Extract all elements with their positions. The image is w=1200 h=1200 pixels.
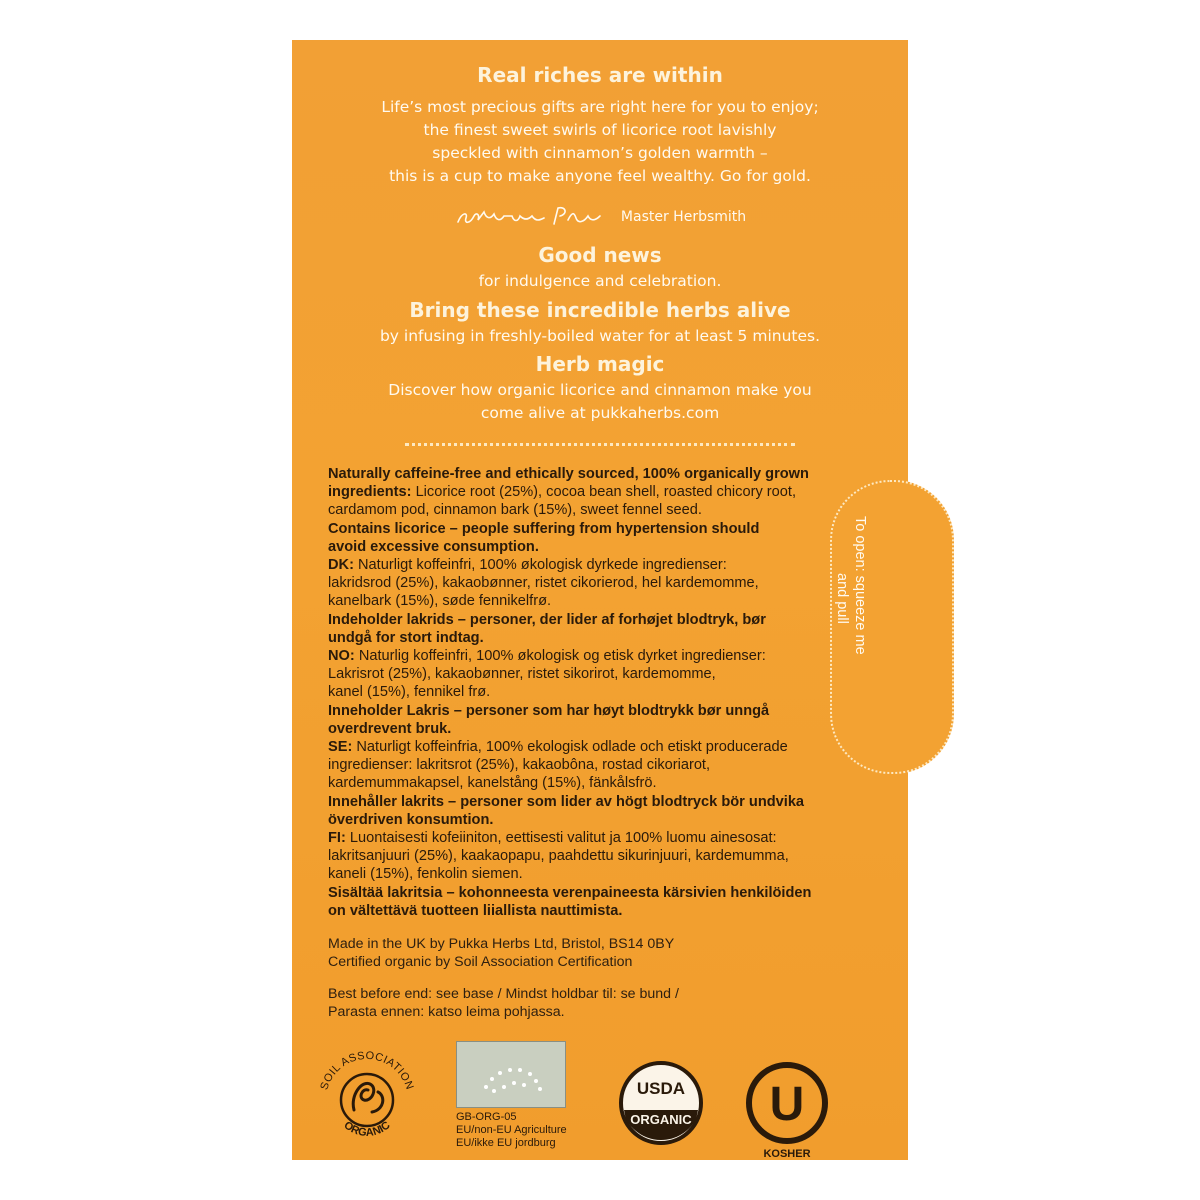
svg-text:ORGANIC <box>341 1119 392 1139</box>
ingredients-fi-2: lakritsanjuuri (25%), kaakaopapu, paahdettu sikurinjuuri, kardemumma, <box>328 848 789 865</box>
fi-label: FI: <box>328 830 346 847</box>
ingredients-se-1 <box>328 738 888 756</box>
intro-line-3: speckled with cinnamon’s golden warmth – <box>432 144 768 162</box>
ingredients-en-1: Naturally caffeine-free and ethically sourced, 100% organically grown <box>328 466 809 482</box>
maker-block <box>328 935 888 971</box>
ingredients-dk-1 <box>328 556 888 574</box>
eu-code-block <box>456 1111 567 1150</box>
soil-association-logo-icon <box>312 1040 422 1150</box>
signature-row <box>292 204 908 230</box>
ingredients-no-1 <box>328 647 888 665</box>
best-before-line-2: Parasta ennen: katso leima pohjassa. <box>328 1004 565 1020</box>
ingredients-se-3: kardemummakapsel, kanelstång (15%), fänkålsfrö. <box>328 775 657 792</box>
ingredients-en-2 <box>328 483 888 501</box>
dotted-divider <box>405 443 795 446</box>
intro-line-4: this is a cup to make anyone feel wealthy. Go for gold. <box>389 167 811 185</box>
ingredients-dk-2: lakridsrod (25%), kakaobønner, ristet cikorierod, hel kardemomme, <box>328 575 759 592</box>
herb-magic-line-2: come alive at pukkaherbs.com <box>480 404 720 422</box>
kosher-logo-icon <box>737 1060 837 1160</box>
herb-magic-line-1: Discover how organic licorice and cinnamon make you <box>388 381 812 399</box>
warning-se-1: Innehåller lakrits – personer som lider av högt blodtryck bör undvika <box>328 793 805 810</box>
bring-alive-heading: Bring these incredible herbs alive <box>409 298 791 322</box>
ingredients-no-3: kanel (15%), fennikel frø. <box>328 684 491 701</box>
ingredients-fi-3: kaneli (15%), fenkolin siemen. <box>328 866 523 883</box>
tab-line-1: To open: squeeze me <box>852 516 868 655</box>
maker-line-1: Made in the UK by Pukka Herbs Ltd, Bristol, BS14 0BY <box>328 936 675 952</box>
good-news-text: for indulgence and celebration. <box>478 272 722 290</box>
eu-code-line-1: GB-ORG-05 <box>456 1111 517 1123</box>
se-label: SE: <box>328 739 353 756</box>
dk-label: DK: <box>328 557 354 574</box>
warning-dk-1: Indeholder lakrids – personer, der lider af forhøjet blodtryk, bør <box>328 611 766 628</box>
ingredients-se-1-text: Naturligt koffeinfria, 100% ekologisk odlade och etiskt producerade <box>352 739 788 756</box>
ingredients-dk-3: kanelbark (15%), søde fennikelfrø. <box>328 593 552 610</box>
kosher-letter: U <box>769 1078 805 1131</box>
eu-code-line-3: EU/ikke EU jordburg <box>456 1137 556 1149</box>
ingredients-block <box>328 465 888 920</box>
ingredients-en-3: cardamom pod, cinnamon bark (15%), sweet fennel seed. <box>328 502 702 519</box>
soil-logo-top-text: SOIL ASSOCIATION <box>318 1049 416 1092</box>
good-news-heading: Good news <box>538 243 662 267</box>
ingredients-en-2-text: Licorice root (25%), cocoa bean shell, roasted chicory root, <box>411 484 797 501</box>
warning-en-2: avoid excessive consumption. <box>328 538 539 555</box>
warning-se-2: överdriven konsumtion. <box>328 811 494 828</box>
soil-logo-bottom-text: ORGANIC <box>341 1119 393 1140</box>
signature-icon <box>454 204 604 230</box>
ingredients-fi-1 <box>328 829 888 847</box>
eu-organic-logo-icon <box>456 1041 566 1108</box>
warning-en-1: Contains licorice – people suffering from hypertension should <box>328 520 760 537</box>
intro-line-2: the finest sweet swirls of licorice root lavishly <box>423 121 777 139</box>
usda-top-text: USDA <box>636 1079 686 1098</box>
ingredients-no-1-text: Naturlig koffeinfri, 100% økologisk og etisk dyrket ingredienser: <box>354 648 766 665</box>
tea-box-back-panel <box>292 40 908 1160</box>
svg-text:SOIL ASSOCIATION <box>318 1050 415 1092</box>
ingredients-fi-1-text: Luontaisesti kofeiiniton, eettisesti valitut ja 100% luomu ainesosat: <box>345 830 777 847</box>
tab-line-2: and pull <box>834 573 850 624</box>
usda-bottom-text: ORGANIC <box>630 1112 692 1127</box>
best-before-block <box>328 985 888 1021</box>
warning-fi-2: on vältettävä tuotteen liiallista nauttimista. <box>328 902 623 919</box>
kosher-label: KOSHER <box>763 1148 811 1160</box>
intro-heading: Real riches are within <box>477 63 723 87</box>
ingredients-en-label: ingredients: <box>328 484 412 501</box>
herb-magic-heading: Herb magic <box>535 352 665 376</box>
warning-no-2: overdrevent bruk. <box>328 720 452 737</box>
ingredients-dk-1-text: Naturligt koffeinfri, 100% økologisk dyrkede ingredienser: <box>353 557 727 574</box>
best-before-line-1: Best before end: see base / Mindst holdbar til: se bund / <box>328 986 679 1002</box>
warning-dk-2: undgå for stort indtag. <box>328 629 484 646</box>
no-label: NO: <box>328 648 355 665</box>
ingredients-se-2: ingredienser: lakritsrot (25%), kakaobôna, rostad cikoriarot, <box>328 757 711 774</box>
eu-code-line-2: EU/non-EU Agriculture <box>456 1124 567 1136</box>
maker-line-2: Certified organic by Soil Association Certification <box>328 954 633 970</box>
bring-alive-text: by infusing in freshly-boiled water for at least 5 minutes. <box>379 327 821 345</box>
warning-fi-1: Sisältää lakritsia – kohonneesta verenpaineesta kärsivien henkilöiden <box>328 884 812 901</box>
intro-line-1: Life’s most precious gifts are right here for you to enjoy; <box>381 98 819 116</box>
usda-organic-logo-icon <box>618 1060 704 1146</box>
signature-title: Master Herbsmith <box>620 209 747 225</box>
ingredients-no-2: Lakrisrot (25%), kakaobønner, ristet sikorirot, kardemomme, <box>328 666 716 683</box>
warning-no-1: Inneholder Lakris – personer som har høyt blodtrykk bør unngå <box>328 702 770 719</box>
